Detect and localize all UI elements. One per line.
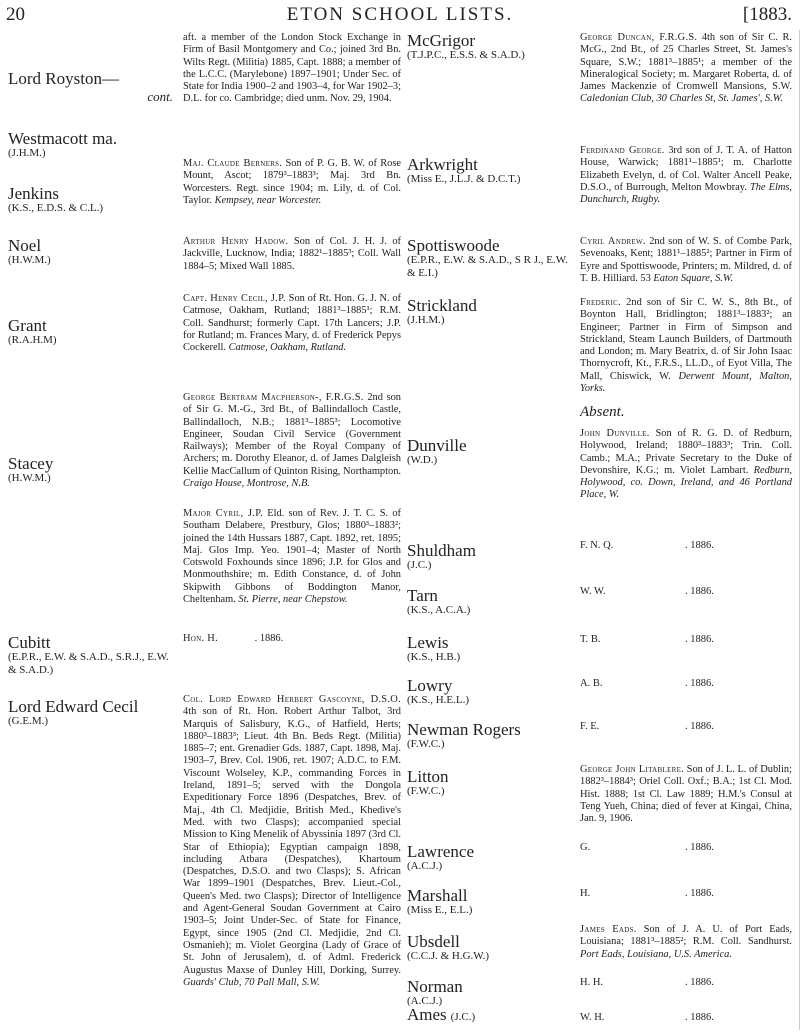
absent-lewis: T. B. . 1886. — [580, 634, 714, 645]
entry-grant: George Bertram Macpherson-, F.R.G.S. 2nd son of Sir G. M.-G., 3rd Bt., of Ballindalloch Castle, Ballindalloch, N.B.; 1881³–1885³; Locomotive Engineer, Soudan Civil Service (Government Railways); Member of the Royal Company of Archers; m. Dorothy Eleanor, d. of James Dalgleish Kellie MacCallum of Quinton Rising, Northampton. Craigo House, Montrose, N.B. — [183, 392, 401, 490]
surname-lowry: Lowry (K.S., H.E.L.) — [407, 676, 470, 706]
absent-newman-rogers: F. E. . 1886. — [580, 721, 714, 732]
entry-cecil: Col. Lord Edward Herbert Gascoyne, D.S.O. 4th son of Rt. Hon. Robert Arthur Talbot, 3rd Marquis of Salisbury, K.G., of Hatfield, Herts; 1880³–1883³; Lieut. 4th Bn. Beds Regt. (Militia) 1885–7; ent. Grenadier Gds. 1887, Capt. 1898, Maj. 1903–7, Brev. Col. 1906, ret. 1907; A.D.C. to F.M. Viscount Wolseley, K.P., commanding Forces in Ireland, 1891–5; served with the Dongola Expeditionary Force 1896 (Despatches, Brev. of Maj., 4th Cl. Medjidie, British Med., Khedive's Med. with two Clasps); accompanied special Mission to King Menelik of Abyssinia 1897 (3rd Cl. Star of Ethiopia); Egyptian campaign 1898, including Atbara (Despatches), Khartoum (Despatches, D.S.O. and two Clasps); S. African War 1899–1901 (Despatches, Brev. Lieut.-Col., Queen's Med. two Clasps); Director of Intelligence and Agent-General Soudan Government at Cairo 1903–5; Joint Under-Sec. of State for Finance, Egypt, since 1905 (2nd Cl. Medjidie, 2nd Cl. Osmanieh); m. Violet Georgina (Lady of Grace of St. John of Jerusalem), d. of Adml. Frederick Augustus Maxse of Dunley Hill, Dorking, Surrey. Guards' Club, 70 Pall Mall, S.W. — [183, 694, 401, 988]
surname-cubitt: Cubitt (E.P.R., E.W. & S.A.D., S.R.J., E.W. & S.A.D.) — [8, 633, 169, 676]
absent-heading: Absent. — [580, 404, 625, 420]
entry-ubsdell: James Eads. Son of J. A. U. of Port Eads, Louisiana; 1881³–1885²; R.M. Coll. Sandhurst. Port Eads, Louisiana, U.S. America. — [580, 924, 792, 960]
absent-ames: W. H. . 1886. — [580, 1012, 714, 1023]
absent-tarn: W. W. . 1886. — [580, 586, 714, 597]
surname-shuldham: Shuldham (J.C.) — [407, 541, 476, 571]
absent-norman: H. H. . 1886. — [580, 977, 714, 988]
surname-noel: Noel (H.W.M.) — [8, 236, 51, 266]
page-number: 20 — [6, 4, 25, 25]
surname-ubsdell: Ubsdell (C.C.J. & H.G.W.) — [407, 932, 490, 962]
surname-cecil: Lord Edward Cecil (G.E.M.) — [8, 697, 139, 727]
surname-marshall: Marshall (Miss E., E.L.) — [407, 886, 473, 916]
surname-litton: Litton (F.W.C.) — [407, 767, 449, 797]
surname-tarn: Tarn (K.S., A.C.A.) — [407, 586, 471, 616]
entry-arkwright: Ferdinand George. 3rd son of J. T. A. of Hatton House, Warwick; 1881¹–1885¹; m. Charlotte Elizabeth Evelyn, d. of Col. Walter Ancell Peake, D.S.O., of Burrough, Melton Mowbray. The Elms, Dunchurch, Rugby. — [580, 145, 792, 206]
surname-grant: Grant (R.A.H.M) — [8, 316, 57, 346]
absent-lawrence: G. . 1886. — [580, 842, 714, 853]
entry-mcgrigor: George Duncan, F.R.G.S. 4th son of Sir C. R. McG., 2nd Bt., of 25 Charles Street, St. James's Square, S.W.; 1881³–1885¹; a member of the Mineralogical Society; m. Margaret Roberta, d. of James Mackenzie of Cromwell Mansions, S.W. Caledonian Club, 30 Charles St, St. James', S.W. — [580, 32, 792, 105]
surname-stacey: Stacey (H.W.M.) — [8, 454, 54, 484]
entry-royston: aft. a member of the London Stock Exchange in Firm of Basil Montgomery and Co.; joined 3rd Bn. Wilts Regt. (Militia) 1885, Capt. 1888; a member of the L.C.C. (Marylebone) 1897–1901; Under Sec. of State for India 1900–2 and 1903–4, for War 1902–3; D.L. for co. Cambridge; died unm. Nov. 29, 1904. — [183, 32, 401, 105]
entry-noel: Capt. Henry Cecil, J.P. Son of Rt. Hon. G. J. N. of Catmose, Oakham, Rutland; 1881³–1885¹; R.M. Coll. Sandhurst; formerly Capt. 17th Lancers; J.P. for Rutland; m. Frances Mary, d. of Frederick Pepys Cockerell. Catmose, Oakham, Rutland. — [183, 293, 401, 354]
entry-jenkins: Arthur Henry Hadow. Son of Col. J. H. J. of Jackville, Lucknow, India; 1882¹–1885³; Coll. Wall 1884–5; Mixed Wall 1885. — [183, 236, 401, 272]
surname-spottiswoode: Spottiswoode (E.P.R., E.W. & S.A.D., S R J., E.W. & E.I.) — [407, 236, 568, 279]
surname-ames: Ames (J.C.) — [407, 1005, 476, 1024]
surname-dunville: Dunville (W.D.) — [407, 436, 467, 466]
surname-arkwright: Arkwright (Miss E., J.L.J. & D.C.T.) — [407, 155, 521, 185]
entry-dunville: John Dunville. Son of R. G. D. of Redburn, Holywood, Ireland; 1880³–1883³; Trin. Coll. Camb.; M.A.; Private Secretary to the Duke of Devonshire, K.G.; m. Violet Lambart. Redburn, Holywood, co. Down, Ireland, and 46 Portland Place, W. — [580, 428, 792, 501]
surname-norman: Norman (A.C.J.) — [407, 977, 463, 1007]
surname-lawrence: Lawrence (A.C.J.) — [407, 842, 475, 872]
entry-strickland: Frederic. 2nd son of Sir C. W. S., 8th Bt., of Boynton Hall, Bridlington; 1881³–1883²; an Engineer; Partner in Firm of Simpson and Strickland, Steam Launch Builders, of Dartmouth and London; m. Mary Beatrix, d. of Sir John Isaac Thornycroft, Kt., F.R.S., LL.D., of Eyot Villa, The Mall, Chiswick, W. Derwent Mount, Malton, Yorks. — [580, 297, 792, 395]
surname-jenkins: Jenkins (K.S., E.D.S. & C.L.) — [8, 184, 104, 214]
page-year: [1883. — [742, 4, 792, 25]
entry-litton: George John Litablere. Son of J. L. L. of Dublin; 1882³–1884³; Oriel Coll. Oxf.; B.A.; 1st Cl. Mod. Hist. 1888; 1st Cl. Law 1889; H.M.'s Consul at Teng Yueh, China; died of fever at Kingai, China, Jan. 9, 1906. — [580, 764, 793, 825]
absent-lowry: A. B. . 1886. — [580, 678, 714, 689]
surname-mcgrigor: McGrigor (T.J.P.C., E.S.S. & S.A.D.) — [407, 31, 525, 61]
entry-cubitt: Hon. H. . 1886. — [183, 633, 284, 644]
entry-stacey: Major Cyril, J.P. Eld. son of Rev. J. T. C. S. of Southam Delabere, Prestbury, Glos; 1880³–1883²; joined the 14th Hussars 1887, Capt. 1892, ret. 1895; Maj. Glos Imp. Yeo. 1901–4; Master of North Cotswold Foxhounds since 1896; J.P. for Glos and Monmouthshire; m. Edith Constance, d. of John Skipwith Gibbons of Boddington Manor, Cheltenham. St. Pierre, near Chepstow. — [183, 508, 401, 606]
surname-strickland: Strickland (J.H.M.) — [407, 296, 477, 326]
absent-shuldham: F. N. Q. . 1886. — [580, 540, 714, 551]
surname-newman-rogers: Newman Rogers (F.W.C.) — [407, 720, 521, 750]
surname-westmacott: Westmacott ma. (J.H.M.) — [8, 129, 118, 159]
page-header — [0, 4, 800, 28]
surname-royston: Lord Royston— cont. — [8, 69, 173, 104]
page-title: ETON SCHOOL LISTS. — [286, 4, 514, 25]
absent-marshall: H. . 1886. — [580, 888, 714, 899]
entry-westmacott: Maj. Claude Berners. Son of P. G. B. W. of Rose Mount, Ascot; 1879³–1883³; Maj. 3rd Bn. Worcesters. Regt. since 1904; m. Lily, d. of Col. Taylor. Kempsey, near Worcester. — [183, 158, 401, 206]
surname-lewis: Lewis (K.S., H.B.) — [407, 633, 461, 663]
entry-spottiswoode: Cyril Andrew. 2nd son of W. S. of Combe Park, Sevenoaks, Kent; 1881¹–1885²; Partner in Firm of Eyre and Spottiswoode, Printers; m. Mildred, d. of T. B. Hilliard. 53 Eaton Square, S.W. — [580, 236, 792, 284]
